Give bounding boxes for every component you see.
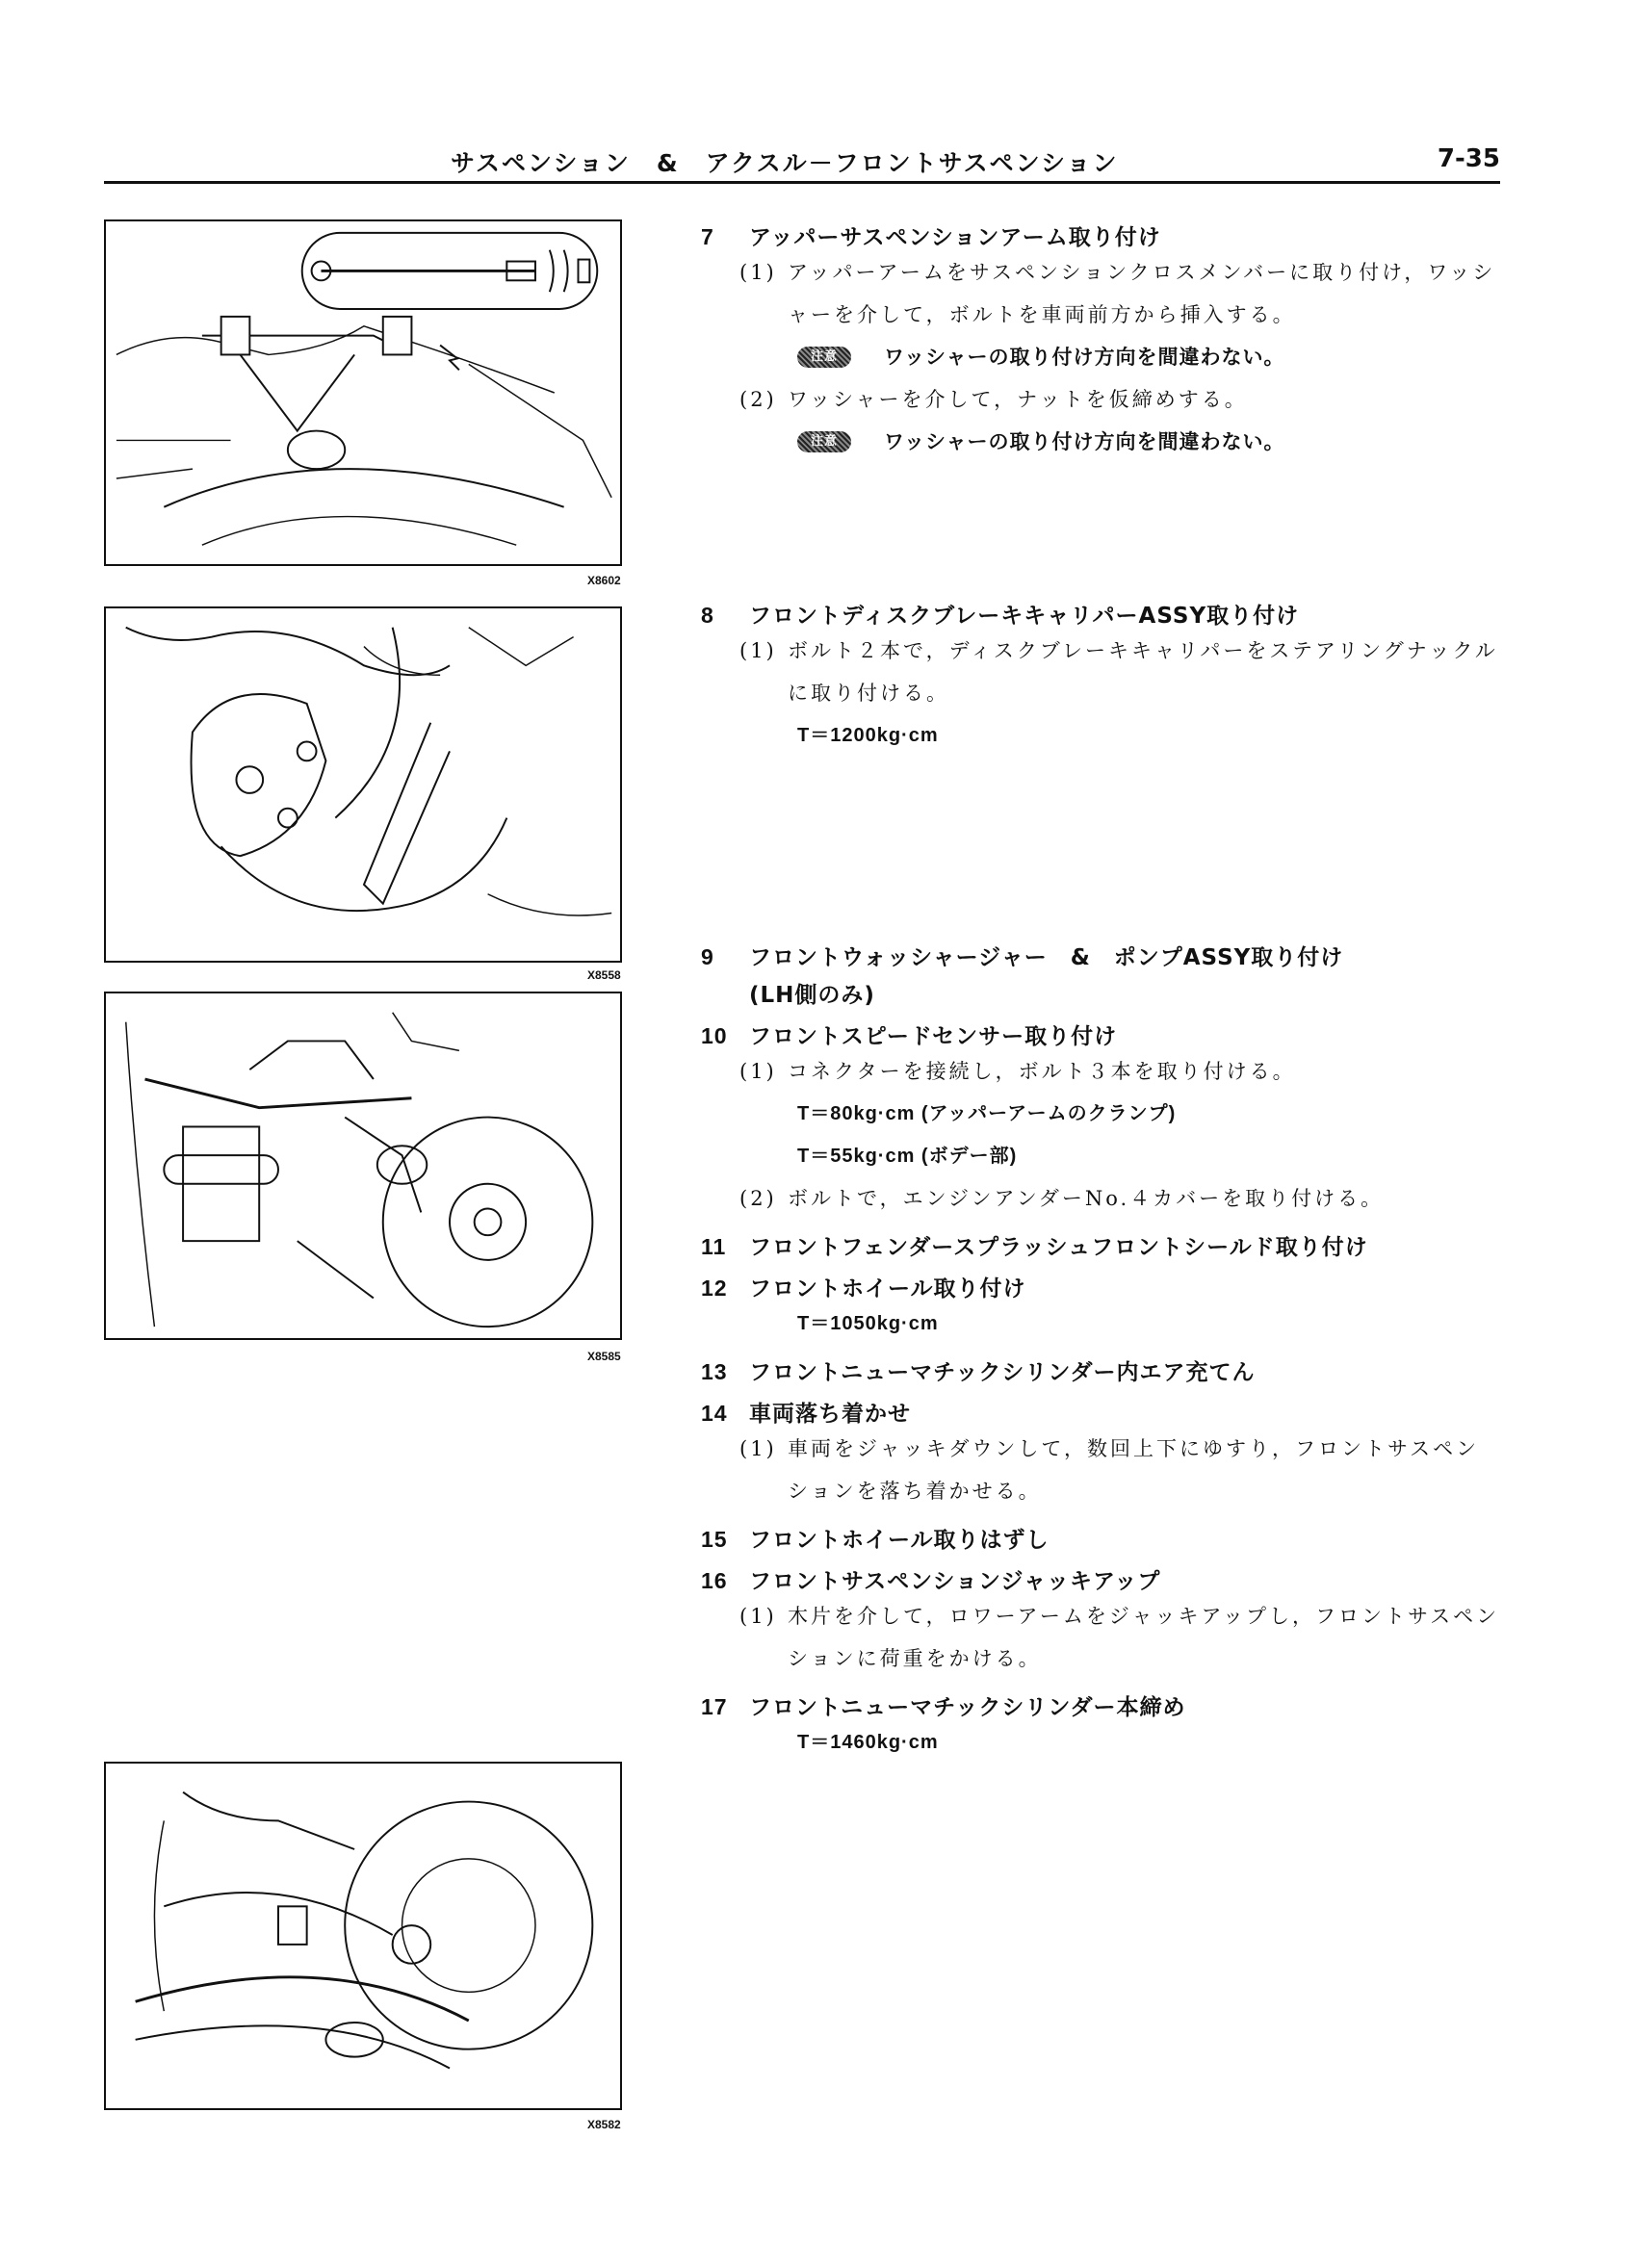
caution-badge: 注意 (797, 347, 851, 368)
step-title: フロントスピードセンサー取り付け (749, 1024, 1118, 1049)
torque-spec: T＝1460kg·cm (797, 1732, 939, 1753)
substep-number: (1) (739, 1060, 777, 1083)
step-title: フロントニューマチックシリンダー本締め (749, 1695, 1186, 1720)
substep-number: (2) (739, 1187, 777, 1210)
substep-number: (1) (739, 1437, 777, 1460)
step-title: 車両落ち着かせ (749, 1402, 911, 1427)
substep (701, 1050, 1500, 1093)
substep-text: ワッシャーを介して，ナットを仮締めする。 (788, 388, 1248, 411)
substep-number: (2) (739, 388, 777, 411)
substep (701, 1595, 1500, 1680)
substep-text: 木片を介して，ロワーアームをジャッキアップし，フロントサスペンションに荷重をかける。 (788, 1605, 1500, 1670)
caution-badge: 注意 (797, 431, 851, 452)
substep-number: (1) (739, 261, 777, 284)
step-8 (701, 598, 1500, 630)
substep-number: (1) (739, 1605, 777, 1628)
figure-code: X8585 (587, 1350, 621, 1363)
torque-spec: T＝1050kg·cm (797, 1313, 939, 1334)
step-title: フロントホイール取りはずし (749, 1528, 1050, 1553)
substep-text: ボルトで，エンジンアンダーNo.４カバーを取り付ける。 (788, 1187, 1385, 1210)
figure-pneumatic-cylinder (104, 1762, 622, 2110)
step-number: 11 (701, 1234, 727, 1259)
step-13 (701, 1354, 1500, 1386)
step-number: 17 (701, 1694, 728, 1719)
step-title-note: (LH側のみ) (749, 983, 875, 1008)
caution-note (701, 336, 1500, 378)
substep (701, 251, 1500, 336)
speed-sensor-illustration (106, 993, 620, 1338)
figure-code: X8582 (587, 2118, 621, 2131)
step-number: 16 (701, 1568, 728, 1593)
step-17 (701, 1689, 1500, 1721)
substep (701, 1428, 1500, 1512)
step-15 (701, 1522, 1500, 1554)
step-11 (701, 1229, 1500, 1261)
figure-upper-arm (104, 219, 622, 566)
substep-text: コネクターを接続し，ボルト３本を取り付ける。 (788, 1060, 1296, 1083)
step-12 (701, 1271, 1500, 1302)
step-number: 13 (701, 1359, 728, 1384)
step-number: 12 (701, 1276, 728, 1301)
figure-code: X8558 (587, 968, 621, 982)
page-header (104, 144, 1500, 183)
torque-spec: T＝80kg·cm (アッパーアームのクランプ) (797, 1103, 1177, 1124)
page-number: 7-35 (1437, 144, 1500, 173)
step-number: 8 (701, 603, 714, 628)
section-title: サスペンション & アクスル－フロントサスペンション (451, 149, 1119, 177)
step-14 (701, 1396, 1500, 1428)
figure-code: X8602 (587, 574, 621, 587)
substep (701, 378, 1500, 421)
substep (701, 1177, 1500, 1220)
brake-caliper-illustration (106, 608, 620, 961)
step-9-continued (701, 977, 1500, 1009)
step-10 (701, 1018, 1500, 1050)
torque-spec: T＝1200kg·cm (797, 725, 939, 746)
step-7 (701, 219, 1500, 251)
step-title: アッパーサスペンションアーム取り付け (749, 225, 1161, 250)
caution-text: ワッシャーの取り付け方向を間違わない。 (884, 430, 1285, 453)
step-number: 9 (701, 944, 714, 969)
substep-text: 車両をジャッキダウンして，数回上下にゆすり，フロントサスペンションを落ち着かせる。 (788, 1437, 1480, 1503)
substep-number: (1) (739, 639, 777, 662)
upper-arm-illustration (106, 221, 620, 564)
step-9 (701, 940, 1500, 971)
step-title: フロントフェンダースプラッシュフロントシールド取り付け (749, 1235, 1368, 1260)
step-16 (701, 1563, 1500, 1595)
step-number: 10 (701, 1023, 728, 1048)
step-title: フロントホイール取り付け (749, 1276, 1026, 1302)
caution-note (701, 421, 1500, 463)
substep-text: アッパーアームをサスペンションクロスメンバーに取り付け，ワッシャーを介して，ボルトを車両前方から挿入する。 (788, 261, 1496, 326)
substep (701, 630, 1500, 714)
substep-text: ボルト２本で，ディスクブレーキキャリパーをステアリングナックルに取り付ける。 (788, 639, 1498, 705)
step-number: 15 (701, 1527, 728, 1552)
step-number: 14 (701, 1401, 728, 1426)
step-title: フロントディスクブレーキキャリパーASSY取り付け (749, 604, 1300, 629)
figure-brake-caliper (104, 606, 622, 963)
step-title: フロントウォッシャージャー & ポンプASSY取り付け (749, 945, 1344, 970)
figure-speed-sensor (104, 992, 622, 1340)
step-title: フロントサスペンションジャッキアップ (749, 1569, 1161, 1594)
pneumatic-cylinder-illustration (106, 1764, 620, 2108)
procedure-steps (701, 210, 1500, 1764)
step-number: 7 (701, 224, 714, 249)
header-rule (104, 181, 1500, 184)
step-title: フロントニューマチックシリンダー内エア充てん (749, 1360, 1256, 1385)
torque-spec: T＝55kg·cm (ボデー部) (797, 1146, 1018, 1167)
caution-text: ワッシャーの取り付け方向を間違わない。 (884, 346, 1285, 369)
